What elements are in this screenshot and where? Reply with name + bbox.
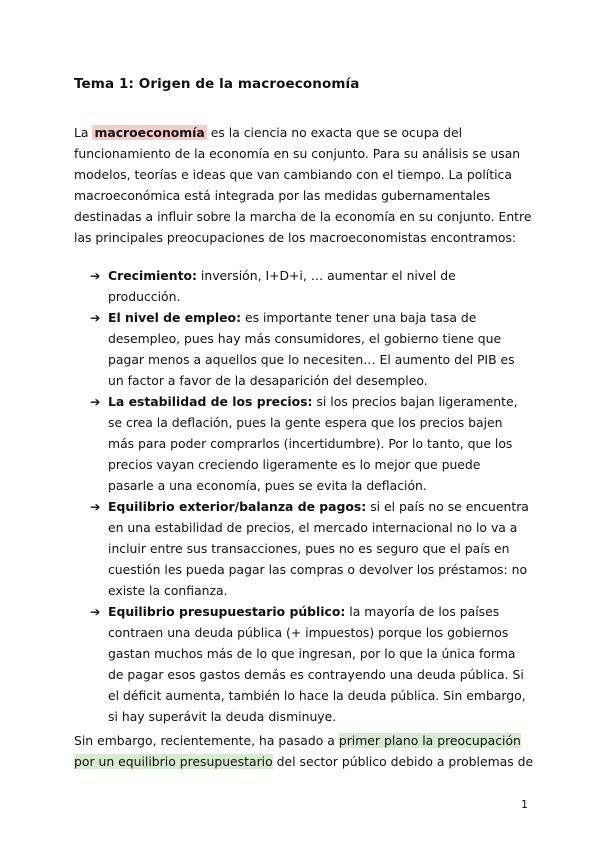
intro-text-after: es la ciencia no exacta que se ocupa del funcionamiento de la economía en su conjunto. Para su análisis se usan modelos, teorías e ideas que van cambiando con el tiempo. La política macroeconómica está integrada por las medidas gubernamentales destinadas a influir sobre la marcha de la economía en su conjunto. Entre las principales preocupaciones de los macroeconomistas encontramos:: [74, 125, 532, 245]
list-item-term: La estabilidad de los precios:: [108, 394, 313, 409]
list-item: [90, 496, 530, 601]
list-item: [90, 307, 530, 391]
closing-text-after: del sector público debido a problemas de: [272, 754, 534, 769]
list-item-text: si el país no se encuentra en una estabilidad de precios, el mercado internacional no lo va a incluir entre sus transacciones, pues no es seguro que el país en cuestión les pueda pagar las compras o devolver los préstamos: no existe la confianza.: [108, 499, 529, 598]
intro-paragraph: [74, 122, 534, 248]
list-item-text: si los precios bajan ligeramente, se crea la deflación, pues la gente espera que los precios bajen más para poder comprarlos (incertidumbre). Por lo tanto, que los precios vayan creciendo ligeramente es lo mejor que puede pasarle a una economía, pues se evita la deflación.: [108, 394, 518, 493]
list-item-text: la mayoría de los países contraen una deuda pública (+ impuestos) porque los gobiernos gastan muchos más de lo que ingresan, por lo que la única forma de pagar esos gastos demás es contrayendo una deuda pública. Si el déficit aumenta, también lo hace la deuda pública. Sin embargo, si hay superávit la deuda disminuye.: [108, 604, 526, 724]
intro-text-before: La: [74, 125, 93, 140]
concerns-list: [90, 265, 530, 727]
list-item-term: Equilibrio exterior/balanza de pagos:: [108, 499, 367, 514]
page-number: 1: [521, 798, 528, 811]
list-item: [90, 391, 530, 496]
arrow-bullet-icon: ➔: [90, 268, 101, 283]
closing-paragraph: [74, 730, 534, 772]
highlighted-phrase-equilibrio: primer plano la preocupación por un equilibrio presupuestario: [74, 733, 521, 769]
list-item-text: es importante tener una baja tasa de desempleo, pues hay más consumidores, el gobierno tiene que pagar menos a aquellos que lo necesiten… El aumento del PIB es un factor a favor de la desaparición del desempleo.: [108, 310, 515, 388]
closing-text-before: Sin embargo, recientemente, ha pasado a: [74, 733, 339, 748]
arrow-bullet-icon: ➔: [90, 394, 101, 409]
highlighted-term-macroeconomia: macroeconomía: [94, 125, 205, 140]
list-item-term: El nivel de empleo:: [108, 310, 242, 325]
list-item: [90, 265, 530, 307]
list-item-term: Crecimiento:: [108, 268, 197, 283]
arrow-bullet-icon: ➔: [90, 604, 101, 619]
page-title: Tema 1: Origen de la macroeconomía: [74, 76, 360, 92]
list-item: [90, 601, 530, 727]
arrow-bullet-icon: ➔: [90, 499, 101, 514]
list-item-text: inversión, I+D+i, … aumentar el nivel de producción.: [108, 268, 456, 304]
list-item-term: Equilibrio presupuestario público:: [108, 604, 346, 619]
arrow-bullet-icon: ➔: [90, 310, 101, 325]
